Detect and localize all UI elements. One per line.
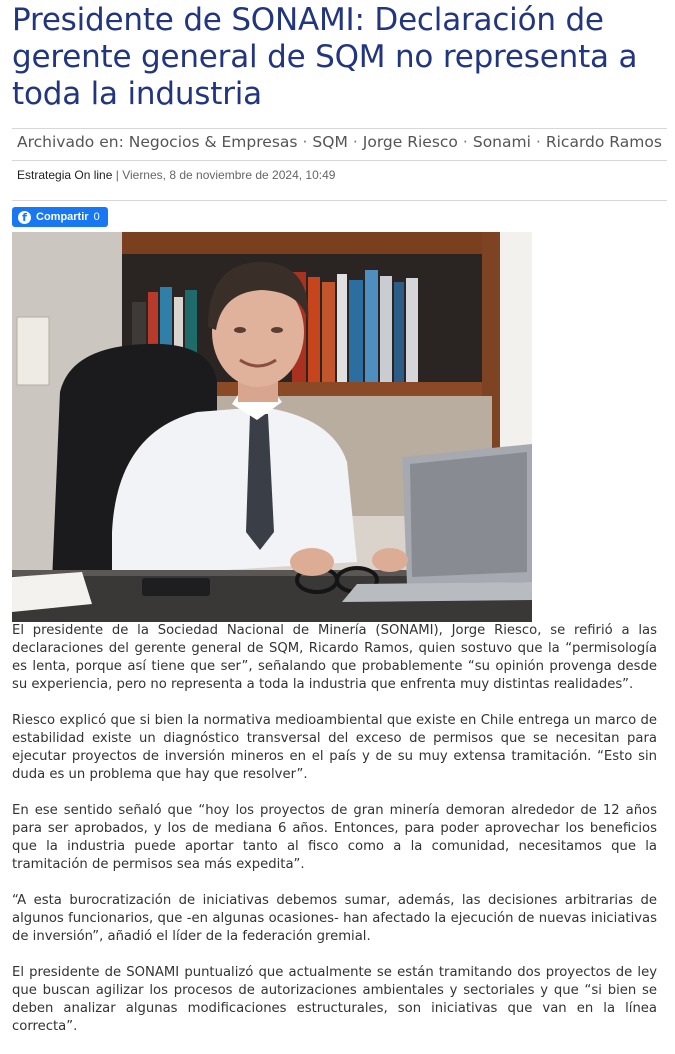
divider-meta: [12, 200, 667, 201]
tags-bar: [17, 133, 667, 151]
article-body: [12, 622, 657, 1054]
tag-separator: ·: [302, 133, 308, 151]
tag-negocios-empresas[interactable]: Negocios & Empresas: [128, 133, 298, 151]
article-paragraph: “A esta burocratización de iniciativas debemos sumar, además, las decisiones arbitrarias de algunos funcionarios, que -en algunas ocasiones- han afectado la ejecución de nuevas iniciativas de inversión”, añadió el líder de la federación gremial.: [12, 893, 657, 944]
share-label: Compartir: [36, 211, 89, 223]
archived-label: Archivado en:: [17, 133, 124, 151]
article-paragraph: El presidente de la Sociedad Nacional de Minería (SONAMI), Jorge Riesco, se refirió a las declaraciones del gerente general de SQM, Ricardo Ramos, quien sostuvo que la “permisología es lenta, porque así tiene que ser”, señalando que probablemente “su opinión provenga desde su experiencia, pero no representa a toda la industria que enfrenta muy distintas realidades”.: [12, 623, 657, 692]
article-paragraph: El presidente de SONAMI puntualizó que actualmente se están tramitando dos proyectos de ley que buscan agilizar los procesos de autorizaciones ambientales y sectoriales y que “si bien se deben analizar algunas modificaciones estructurales, son iniciativas que van en la línea correcta”.: [12, 965, 657, 1034]
byline: [17, 168, 335, 182]
facebook-icon: f: [18, 211, 31, 224]
facebook-share-button[interactable]: [12, 207, 108, 227]
share-count: 0: [93, 211, 100, 223]
divider-top: [12, 128, 667, 129]
author-name: Estrategia On line: [17, 168, 113, 182]
tag-separator: ·: [352, 133, 358, 151]
tag-jorge-riesco[interactable]: Jorge Riesco: [362, 133, 458, 151]
tag-sqm[interactable]: SQM: [312, 133, 348, 151]
article-paragraph: En ese sentido señaló que “hoy los proyectos de gran minería demoran alrededor de 12 años para ser aprobados, y los de mediana 6 años. Entonces, para poder aprovechar los beneficios que la industria puede aportar tanto al fisco como a la comunidad, necesitamos que la tramitación de permisos sea más expedita”.: [12, 803, 657, 872]
tag-sonami[interactable]: Sonami: [472, 133, 531, 151]
byline-separator: |: [115, 168, 123, 182]
photo-illustration: [12, 232, 532, 622]
tag-separator: ·: [535, 133, 541, 151]
publish-date: Viernes, 8 de noviembre de 2024, 10:49: [122, 168, 336, 182]
article-title: Presidente de SONAMI: Declaración de gerente general de SQM no representa a toda la industria: [12, 2, 638, 112]
tag-separator: ·: [462, 133, 468, 151]
article-paragraph: Riesco explicó que si bien la normativa medioambiental que existe en Chile entrega un marco de estabilidad existe un diagnóstico transversal del exceso de permisos que se necesitan para ejecutar proyectos de inversión mineros en el país y de su muy extensa tramitación. “Esto sin duda es un problema que hay que resolver”.: [12, 713, 657, 782]
divider-tags: [12, 160, 667, 161]
article-photo: [12, 232, 532, 622]
tag-ricardo-ramos[interactable]: Ricardo Ramos: [545, 133, 662, 151]
